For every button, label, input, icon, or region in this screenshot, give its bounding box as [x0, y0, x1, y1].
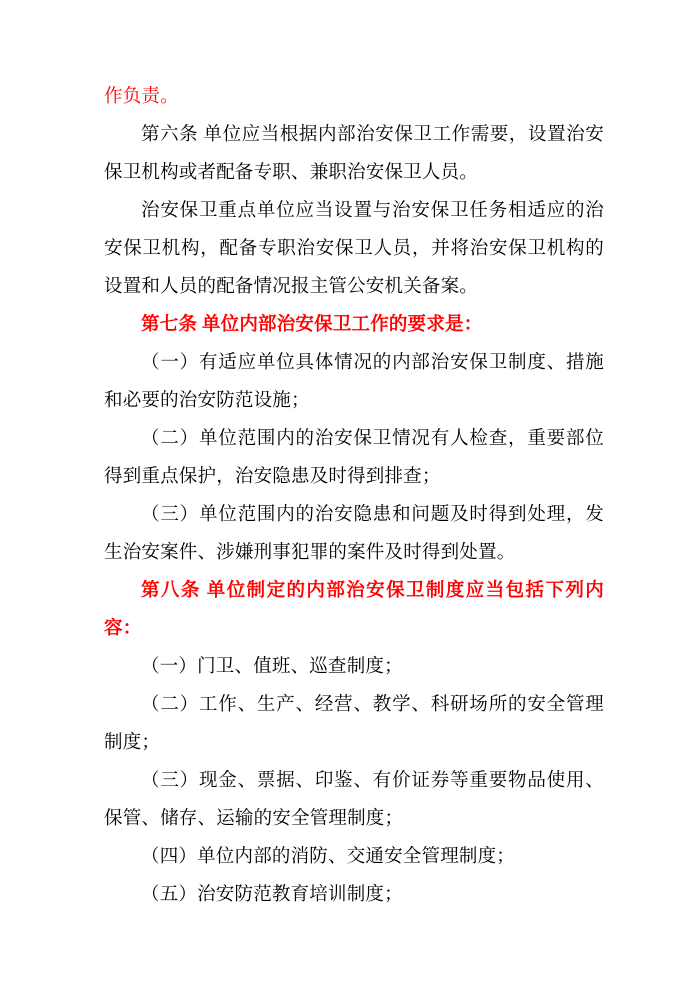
- paragraph-article-6-cont: 治安保卫重点单位应当设置与治安保卫任务相适应的治安保卫机构，配备专职治安保卫人员，并将治安保卫机构的设置和人员的配备情况报主管公安机关备案。: [104, 201, 604, 297]
- paragraph-article-7-item-1: （一）有适应单位具体情况的内部治安保卫制度、措施和必要的治安防范设施；: [104, 353, 604, 411]
- paragraph-article-6: 第六条 单位应当根据内部治安保卫工作需要，设置治安保卫机构或者配备专职、兼职治安保卫人员。: [104, 125, 604, 183]
- paragraph-continued: 作负责。: [104, 87, 179, 107]
- document-body: [104, 78, 604, 914]
- heading-article-8: 第八条 单位制定的内部治安保卫制度应当包括下列内容：: [104, 581, 604, 639]
- paragraph-article-8-item-3: （三）现金、票据、印鉴、有价证券等重要物品使用、保管、储存、运输的安全管理制度；: [104, 771, 604, 829]
- paragraph-article-8-item-4: （四）单位内部的消防、交通安全管理制度；: [141, 847, 516, 867]
- paragraph-article-8-item-1: （一）门卫、值班、巡查制度；: [141, 657, 403, 677]
- paragraph-article-8-item-2: （二）工作、生产、经营、教学、科研场所的安全管理制度；: [104, 695, 604, 753]
- paragraph-article-7-item-2: （二）单位范围内的治安保卫情况有人检查，重要部位得到重点保护，治安隐患及时得到排查；: [104, 429, 604, 487]
- paragraph-article-8-item-5: （五）治安防范教育培训制度；: [141, 885, 403, 905]
- paragraph-article-7-item-3: （三）单位范围内的治安隐患和问题及时得到处理，发生治安案件、涉嫌刑事犯罪的案件及时得到处置。: [104, 505, 604, 563]
- heading-article-7: 第七条 单位内部治安保卫工作的要求是：: [141, 315, 483, 335]
